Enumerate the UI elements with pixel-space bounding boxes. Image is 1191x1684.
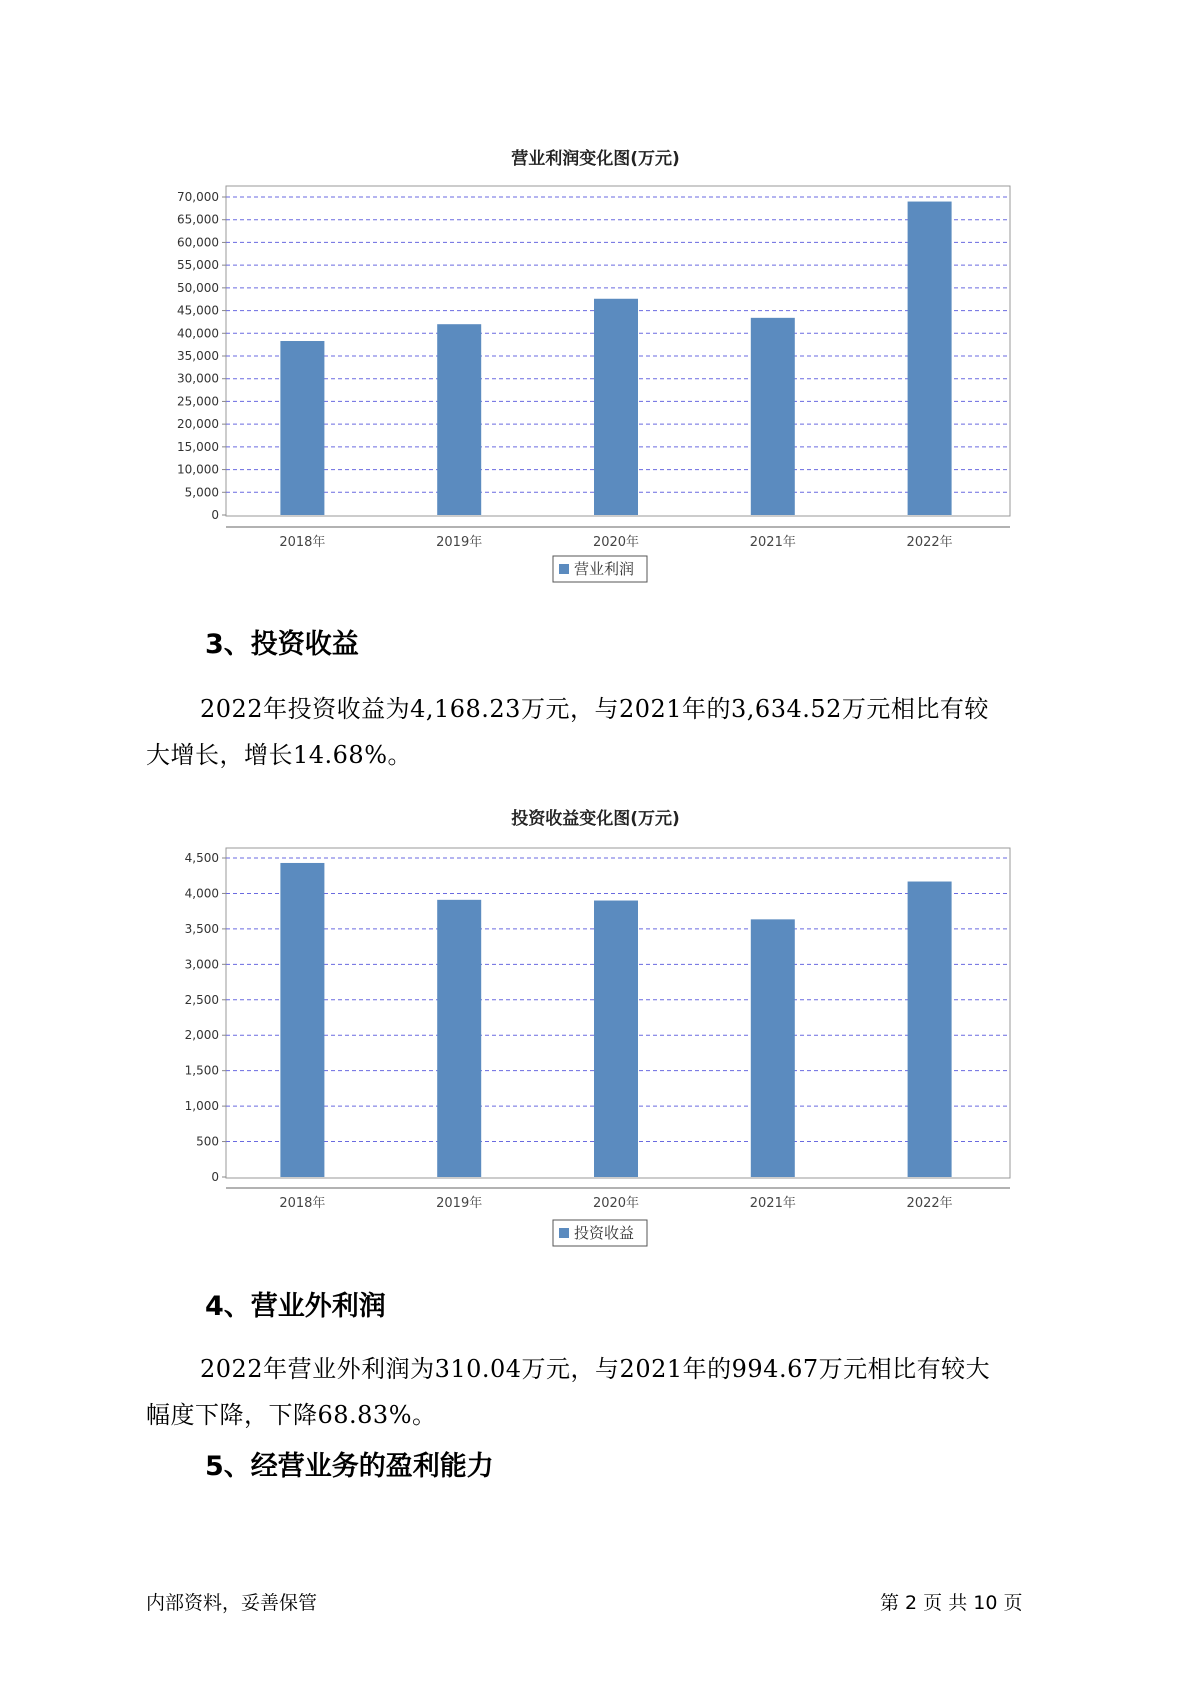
x-tick-label: 2020年 bbox=[592, 1196, 640, 1211]
section-5-heading: 5、经营业务的盈利能力 bbox=[205, 1451, 494, 1482]
legend-swatch bbox=[559, 1228, 569, 1238]
y-tick-label: 2,500 bbox=[184, 992, 219, 1007]
y-tick-label: 0 bbox=[211, 508, 219, 522]
section-4-line-2: 幅度下降，下降68.83%。 bbox=[146, 1401, 437, 1429]
bar bbox=[908, 882, 952, 1177]
x-tick-label: 2022年 bbox=[906, 1196, 953, 1211]
x-tick-label: 2018年 bbox=[279, 535, 326, 550]
y-tick-label: 4,500 bbox=[184, 851, 219, 865]
y-tick-label: 1,000 bbox=[184, 1099, 219, 1114]
y-tick-label: 2,000 bbox=[184, 1028, 219, 1043]
footer-page-number: 第 2 页 共 10 页 bbox=[880, 1592, 1023, 1614]
y-tick-label: 45,000 bbox=[177, 303, 219, 318]
y-tick-label: 25,000 bbox=[177, 394, 219, 409]
y-tick-label: 3,000 bbox=[184, 957, 219, 972]
bar bbox=[280, 863, 324, 1177]
x-tick-label: 2019年 bbox=[436, 535, 483, 550]
legend-label: 营业利润 bbox=[574, 560, 635, 578]
y-tick-label: 15,000 bbox=[177, 439, 219, 454]
x-tick-label: 2022年 bbox=[906, 535, 953, 550]
y-tick-label: 50,000 bbox=[177, 280, 219, 295]
x-tick-label: 2021年 bbox=[749, 535, 796, 550]
section-3-line-1: 2022年投资收益为4,168.23万元，与2021年的3,634.52万元相比有较 bbox=[200, 695, 989, 723]
x-tick-label: 2021年 bbox=[749, 1196, 796, 1211]
y-tick-label: 1,500 bbox=[184, 1063, 219, 1078]
bar bbox=[594, 901, 638, 1177]
footer-confidential-note: 内部资料，妥善保管 bbox=[146, 1592, 318, 1614]
chart-title-operating-profit: 营业利润变化图(万元) bbox=[511, 149, 680, 169]
y-tick-label: 10,000 bbox=[177, 462, 219, 477]
y-tick-label: 60,000 bbox=[177, 235, 219, 250]
y-tick-label: 3,500 bbox=[184, 921, 219, 936]
section-4-paragraph bbox=[146, 1346, 1046, 1438]
y-tick-label: 0 bbox=[211, 1170, 219, 1184]
legend-label: 投资收益 bbox=[574, 1224, 635, 1242]
chart-title-investment-income: 投资收益变化图(万元) bbox=[511, 809, 680, 829]
section-4-line-1: 2022年营业外利润为310.04万元，与2021年的994.67万元相比有较大 bbox=[200, 1355, 991, 1383]
y-tick-label: 65,000 bbox=[177, 212, 219, 227]
bar bbox=[751, 919, 795, 1177]
x-tick-label: 2019年 bbox=[436, 1196, 483, 1211]
section-3-line-2: 大增长，增长14.68%。 bbox=[146, 741, 413, 769]
y-tick-label: 55,000 bbox=[177, 258, 219, 273]
y-tick-label: 20,000 bbox=[177, 417, 219, 432]
bar bbox=[437, 900, 481, 1177]
y-tick-label: 35,000 bbox=[177, 349, 219, 363]
y-tick-label: 5,000 bbox=[184, 485, 219, 500]
y-tick-label: 40,000 bbox=[177, 326, 219, 341]
y-tick-label: 4,000 bbox=[184, 886, 219, 901]
y-tick-label: 30,000 bbox=[177, 371, 219, 386]
x-tick-label: 2018年 bbox=[279, 1196, 326, 1211]
x-tick-label: 2020年 bbox=[592, 535, 640, 550]
section-4-heading: 4、营业外利润 bbox=[205, 1291, 386, 1322]
y-tick-label: 500 bbox=[196, 1134, 219, 1149]
legend bbox=[553, 1220, 647, 1246]
section-3-heading: 3、投资收益 bbox=[205, 629, 359, 660]
y-tick-label: 70,000 bbox=[177, 190, 219, 204]
